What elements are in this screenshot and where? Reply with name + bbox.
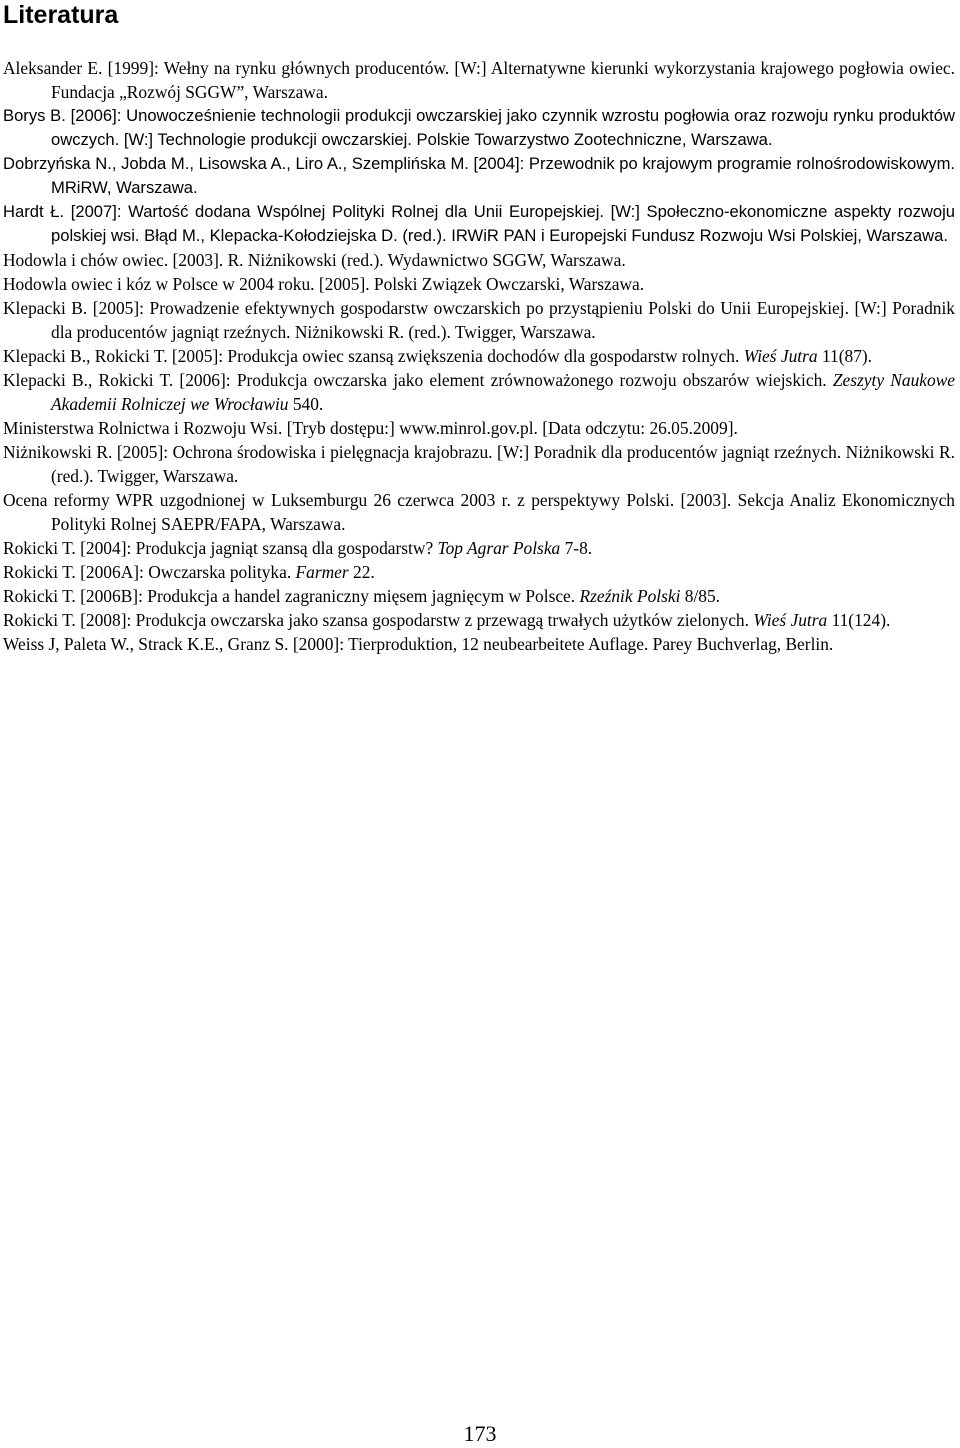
reference-item — [3, 152, 955, 200]
reference-item — [3, 56, 955, 104]
journal-title: Rzeźnik Polski — [579, 586, 681, 606]
reference-text: Borys B. [2006]: Unowocześnienie technologii produkcji owczarskiej jako czynnik wzrostu pogłowia oraz rozwoju rynku produktów owczych. [W:] Technologie produkcji owczarskiej. Polskie Towarzystwo Zootechniczne, Warszawa. — [3, 106, 955, 149]
reference-text: Rokicki T. [2006B]: Produkcja a handel zagraniczny mięsem jagnięcym w Polsce. — [3, 586, 580, 606]
journal-title: Farmer — [295, 562, 349, 582]
reference-text: Rokicki T. [2004]: Produkcja jagniąt szansą dla gospodarstw? — [3, 538, 438, 558]
reference-item — [3, 584, 955, 608]
reference-item — [3, 104, 955, 152]
reference-list — [3, 56, 955, 656]
reference-item — [3, 488, 955, 536]
reference-text: Rokicki T. [2006A]: Owczarska polityka. — [3, 562, 296, 582]
reference-item — [3, 248, 955, 272]
reference-text: 22. — [348, 562, 375, 582]
reference-text: Hodowla owiec i kóz w Polsce w 2004 roku. [2005]. Polski Związek Owczarski, Warszawa. — [3, 274, 645, 294]
reference-text: Dobrzyńska N., Jobda M., Lisowska A., Liro A., Szemplińska M. [2004]: Przewodnik po krajowym programie rolnośrodowiskowym. MRiRW, Warszawa. — [3, 154, 955, 197]
reference-text: Ministerstwa Rolnictwa i Rozwoju Wsi. [Tryb dostępu:] www.minrol.gov.pl. [Data odczytu: 26.05.2009]. — [3, 418, 738, 438]
reference-item — [3, 368, 955, 416]
reference-item — [3, 560, 955, 584]
page-number: 173 — [463, 1421, 497, 1446]
reference-text: Klepacki B., Rokicki T. [2006]: Produkcja owczarska jako element zrównoważonego rozwoju obszarów wiejskich. — [3, 370, 833, 390]
reference-item — [3, 344, 955, 368]
reference-text: Rokicki T. [2008]: Produkcja owczarska jako szansa gospodarstw z przewagą trwałych użytków zielonych. — [3, 610, 754, 630]
reference-item — [3, 272, 955, 296]
reference-item — [3, 536, 955, 560]
reference-item — [3, 416, 955, 440]
reference-item — [3, 200, 955, 248]
reference-text: Klepacki B. [2005]: Prowadzenie efektywnych gospodarstw owczarskich po przystąpieniu Polski do Unii Europejskiej. [W:] Poradnik dla producentów jagniąt rzeźnych. Niżnikowski R. (red.). Twigger, Warszawa. — [3, 298, 955, 342]
journal-title: Wieś Jutra — [743, 346, 818, 366]
journal-title: Top Agrar Polska — [437, 538, 561, 558]
reference-text: Aleksander E. [1999]: Wełny na rynku głównych producentów. [W:] Alternatywne kierunki wykorzystania krajowego pogłowia owiec. Fundacja „Rozwój SGGW”, Warszawa. — [3, 58, 955, 102]
reference-text: 8/85. — [680, 586, 721, 606]
reference-text: Hardt Ł. [2007]: Wartość dodana Wspólnej Polityki Rolnej dla Unii Europejskiej. [W:] Społeczno-ekonomiczne aspekty rozwoju polskiej wsi. Błąd M., Klepacka-Kołodziejska D. (red.). IRWiR PAN i Europejski Fundusz Rozwoju Wsi Polskiej, Warszawa. — [3, 202, 955, 245]
reference-text: Niżnikowski R. [2005]: Ochrona środowiska i pielęgnacja krajobrazu. [W:] Poradnik dla producentów jagniąt rzeźnych. Niżnikowski R. (red.). Twigger, Warszawa. — [3, 442, 955, 486]
journal-title: Wieś Jutra — [753, 610, 828, 630]
reference-item — [3, 440, 955, 488]
reference-item — [3, 296, 955, 344]
journal-title: Zeszyty Naukowe Akademii Rolniczej we Wrocławiu — [51, 370, 956, 414]
reference-text: 11(124). — [827, 610, 891, 630]
reference-text: Weiss J, Paleta W., Strack K.E., Granz S. [2000]: Tierproduktion, 12 neubearbeitete Auflage. Parey Buchverlag, Berlin. — [3, 634, 834, 654]
reference-text: Klepacki B., Rokicki T. [2005]: Produkcja owiec szansą zwiększenia dochodów dla gospodarstw rolnych. — [3, 346, 744, 366]
reference-text: Hodowla i chów owiec. [2003]. R. Niżnikowski (red.). Wydawnictwo SGGW, Warszawa. — [3, 250, 626, 270]
reference-text: Ocena reformy WPR uzgodnionej w Luksemburgu 26 czerwca 2003 r. z perspektywy Polski. [2003]. Sekcja Analiz Ekonomicznych Polityki Rolnej SAEPR/FAPA, Warszawa. — [3, 490, 955, 534]
reference-text: 540. — [288, 394, 324, 414]
reference-text: 11(87). — [817, 346, 873, 366]
reference-item — [3, 608, 955, 632]
reference-item — [3, 632, 955, 656]
section-heading: Literatura — [3, 1, 119, 29]
reference-text: 7-8. — [560, 538, 593, 558]
